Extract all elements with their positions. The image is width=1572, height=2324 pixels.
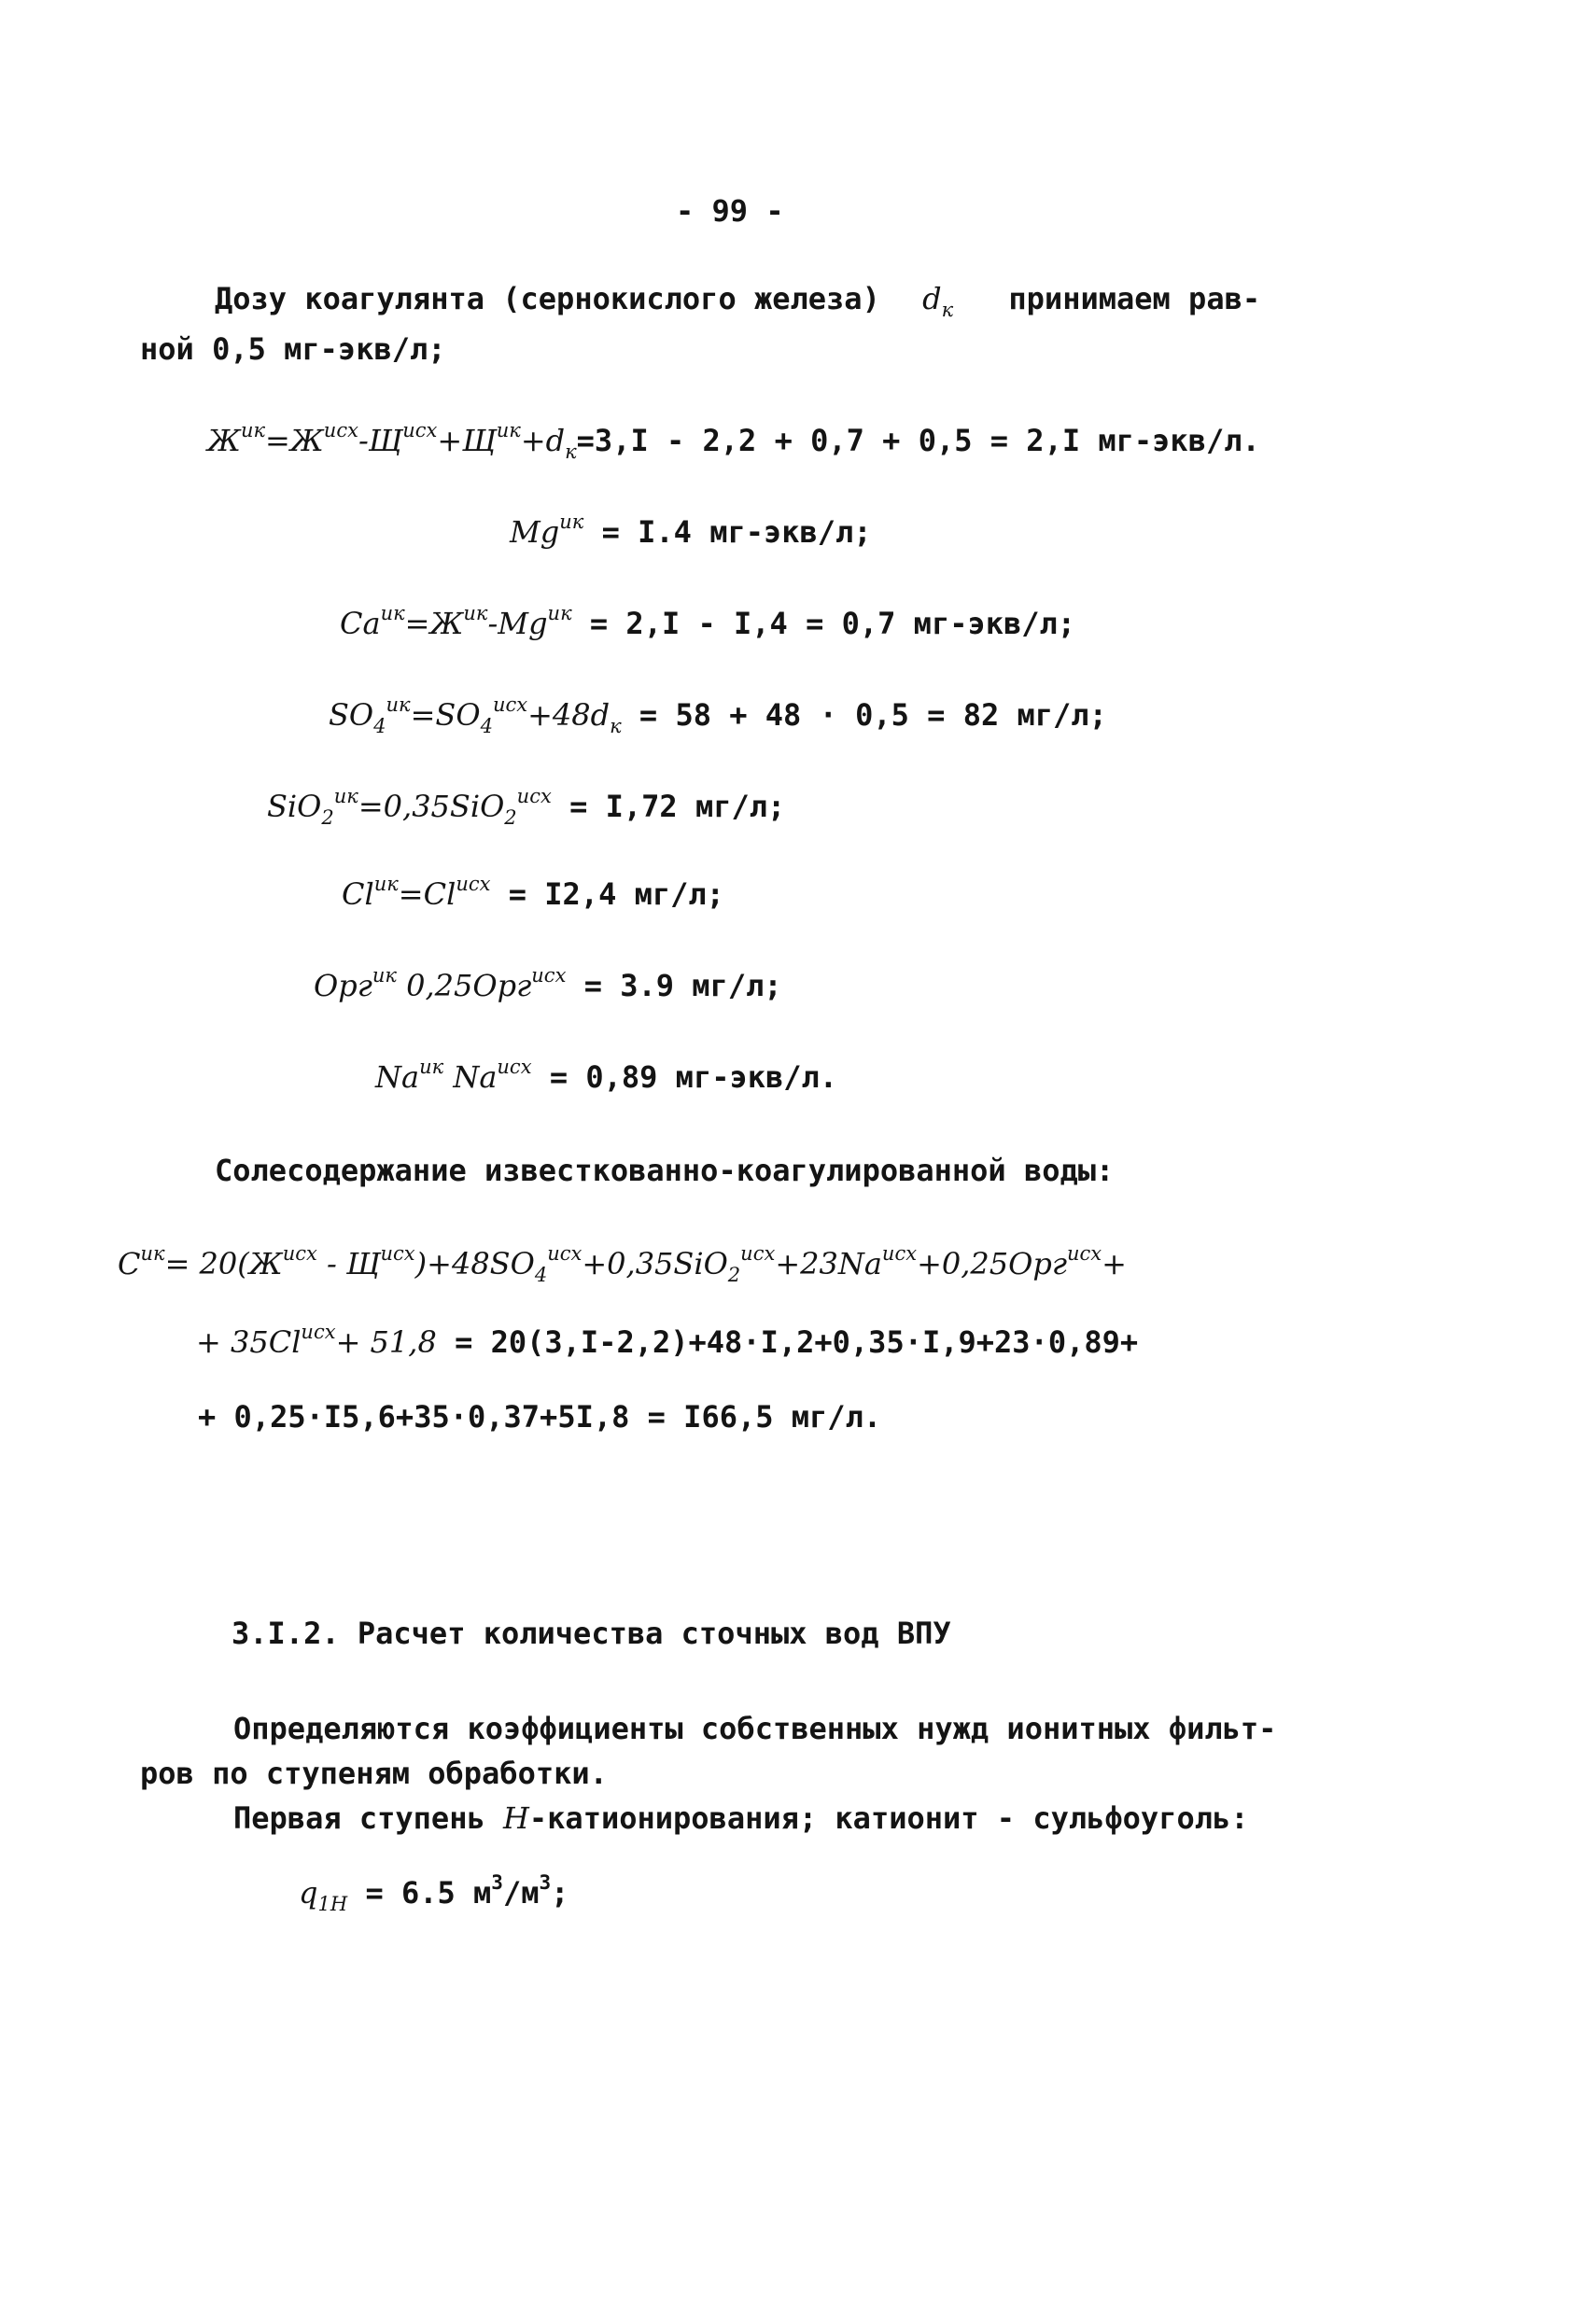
salt-content-heading: Солесодержание известкованно-коагулированной воды: — [215, 1153, 1115, 1188]
intro-text: Дозу коагулянта (сернокислого железа) — [215, 281, 880, 316]
equation-hardness: $Ж^{ик}=Ж^{исх}-Щ^{исх}+Щ^{ик}+d_к=3,I - 2,2 + 0,7 + 0,5 = 2,I$ мг-экв/л. — [207, 419, 1260, 463]
equation-sulfate: $SO_4^{ик}=SO_4^{исх}+48d_к = 58 + 48 \cdot 0,5 = 82$ мг/л; — [329, 693, 1107, 737]
section-title: 3.I.2. Расчет количества сточных вод ВПУ — [232, 1616, 951, 1651]
equation-sodium: $Na^{ик}$ $Na^{исх} = 0,89$ мг-экв/л. — [375, 1056, 838, 1095]
page-number: - 99 - — [676, 193, 784, 229]
equation-magnesium: $Mg^{ик} = I.4$ мг-экв/л; — [510, 511, 872, 550]
equation-own-needs: $q_{1Н} = 6.5$ $м^3/м^3$; — [299, 1871, 569, 1915]
dk-symbol: $d_к$ — [922, 281, 954, 321]
equation-chloride: $Cl^{ик}=Cl^{исх} = I2,4$ мг/л; — [342, 873, 724, 912]
intro-text-end: принимаем рав- — [1008, 281, 1261, 316]
paragraph-line-2: ров по ступеням обработки. — [140, 1756, 608, 1791]
equation-salt-content: $С^{ик}= 20(Ж^{исх} - Щ^{исх})+48SO_4^{исх}+0,35SiO_2^{исх}+23Na^{исх}+0,25Орг^{исх}+$ — [118, 1242, 1127, 1286]
paragraph-line-3: Первая ступень Н-катионирования; катионит - сульфоуголь: — [233, 1800, 1249, 1836]
paragraph-line-1: Определяются коэффициенты собственных нужд ионитных фильт- — [233, 1711, 1277, 1746]
equation-calcium: $Ca^{ик}=Ж^{ик}-Mg^{ик} = 2,I - I,4 = 0,7$ мг-экв/л; — [340, 602, 1076, 641]
equation-salt-content-cont: + $35Cl^{исх}+ 51,8 = 20(3,I-2,2)+48\cdot I,2+0,35\cdot I,9+23\cdot 0,89+$ — [196, 1321, 1139, 1360]
equation-silica: SiO$_2^{ик}$=0,35SiO$_2^{исх}$ = I,72 мг/л; — [267, 785, 786, 829]
intro-line-2: ной 0,5 мг-экв/л; — [140, 331, 446, 367]
equation-organics: Орг$^{ик}$ 0,25Орг$^{исх}$ = 3.9 мг/л; — [314, 964, 782, 1003]
equation-salt-content-result: + 0,25·I5,6+35·0,37+5I,8 = I66,5 мг/л. — [198, 1399, 882, 1435]
intro-line-1 — [215, 280, 1261, 321]
